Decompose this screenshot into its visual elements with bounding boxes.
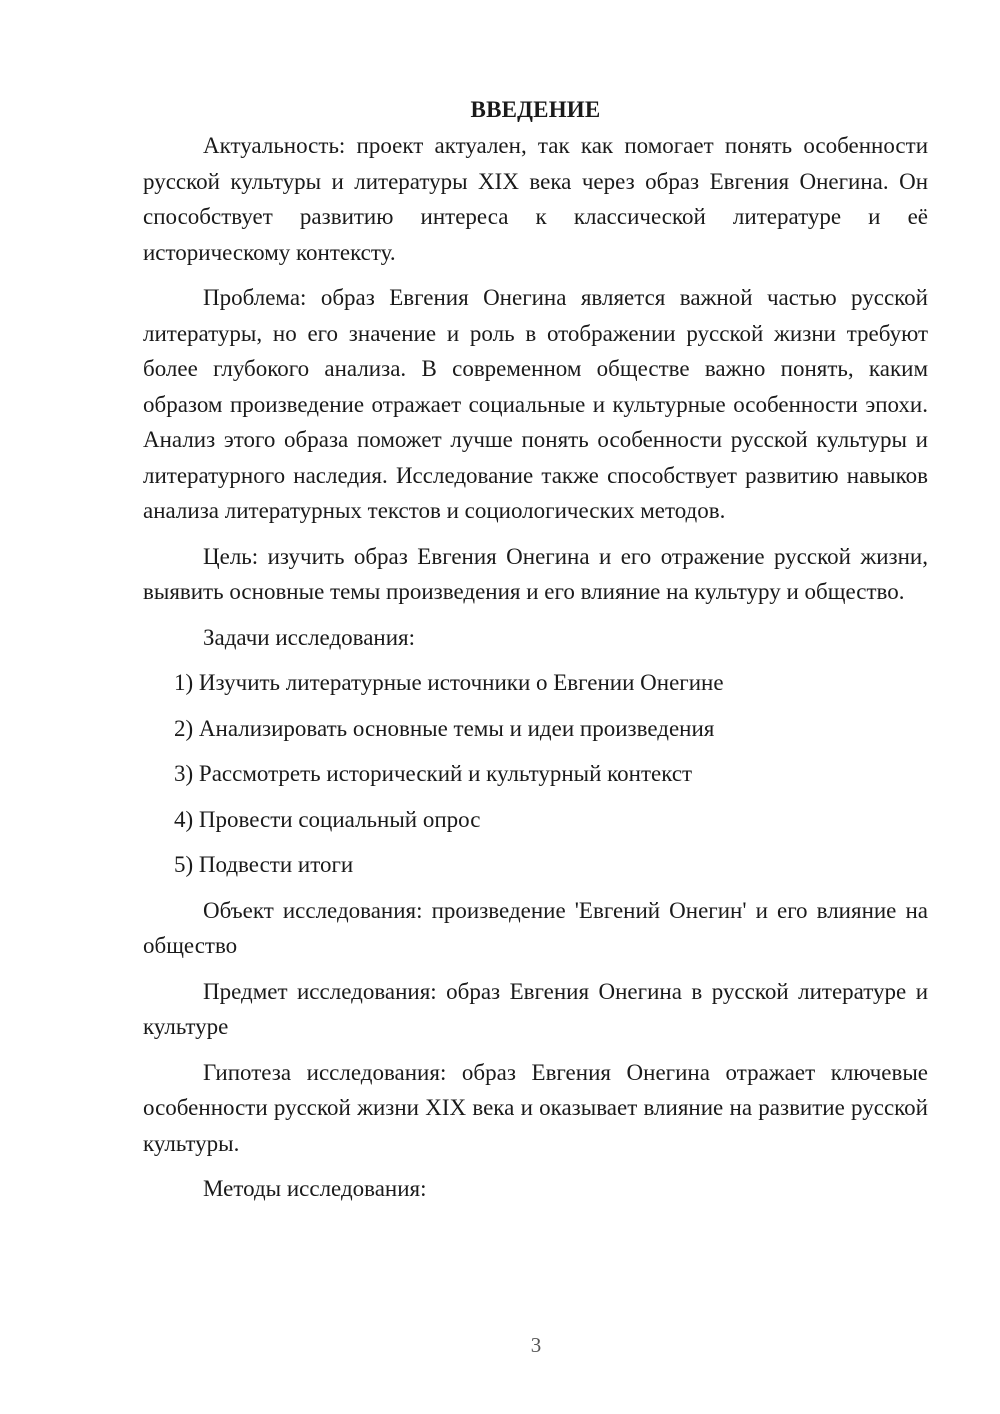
tasks-list	[143, 665, 928, 883]
relevance-paragraph: Актуальность: проект актуален, так как помогает понять особенности русской культуры и литературы XIX века через образ Евгения Онегина. Он способствует развитию интереса к классической литературе и её историческому контексту.	[143, 133, 928, 265]
section-title: ВВЕДЕНИЕ	[470, 97, 601, 122]
list-item: 4) Провести социальный опрос	[174, 806, 481, 832]
list-item: 3) Рассмотреть исторический и культурный контекст	[174, 761, 693, 786]
list-item: 5) Подвести итоги	[174, 852, 354, 877]
page-number: 3	[530, 1333, 542, 1357]
subject-paragraph: Предмет исследования: образ Евгения Онегина в русской литературе и культуре	[143, 978, 928, 1039]
object-paragraph: Объект исследования: произведение 'Евгений Онегин' и его влияние на общество	[143, 897, 928, 958]
goal-paragraph: Цель: изучить образ Евгения Онегина и его отражение русской жизни, выявить основные темы произведения и его влияние на культуру и общество.	[143, 543, 928, 604]
list-item: 1) Изучить литературные источники о Евгении Онегине	[174, 670, 724, 695]
methods-heading: Методы исследования:	[203, 1176, 427, 1201]
list-item: 2) Анализировать основные темы и идеи произведения	[174, 715, 715, 741]
document-body	[143, 92, 928, 1217]
hypothesis-paragraph: Гипотеза исследования: образ Евгения Онегина отражает ключевые особенности русской жизни XIX века и оказывает влияние на развитие русской культуры.	[143, 1059, 928, 1156]
problem-paragraph: Проблема: образ Евгения Онегина является важной частью русской литературы, но его значение и роль в отображении русской жизни требуют более глубокого анализа. В современном обществе важно понять, каким образом произведение отражает социальные и культурные особенности эпохи. Анализ этого образа поможет лучше понять особенности русской культуры и литературного наследия. Исследование также способствует развитию навыков анализа литературных текстов и социологических методов.	[143, 285, 928, 523]
tasks-heading: Задачи исследования:	[203, 624, 416, 650]
